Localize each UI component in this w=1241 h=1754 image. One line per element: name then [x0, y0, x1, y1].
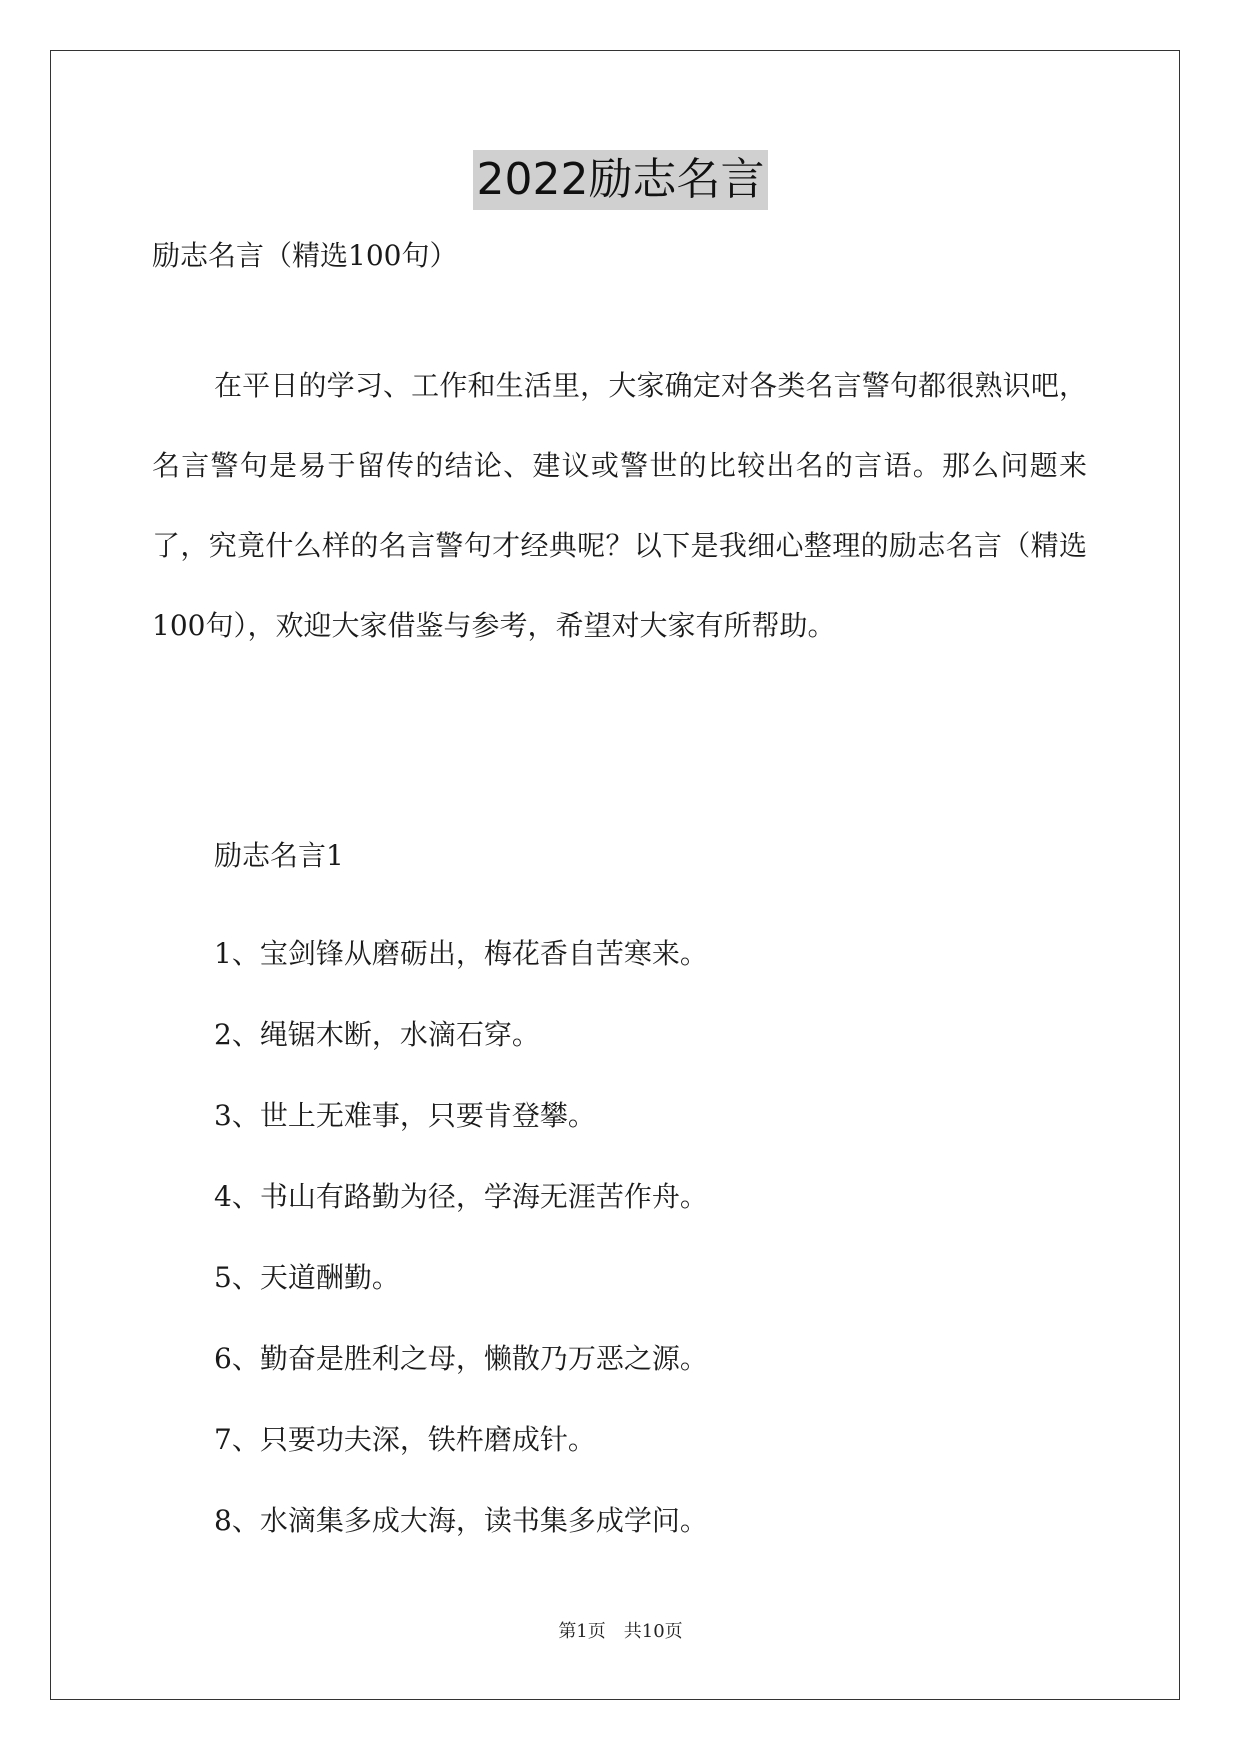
document-subtitle: 励志名言（精选100句） [152, 239, 458, 272]
intro-paragraph: 在平日的学习、工作和生活里，大家确定对各类名言警句都很熟识吧，名言警句是易于留传的结论、建议或警世的比较出名的言语。那么问题来了，究竟什么样的名言警句才经典呢？以下是我细心整理的励志名言（精选100句），欢迎大家借鉴与参考，希望对大家有所帮助。 [152, 369, 1087, 642]
page-number-current: 第1页 [558, 1621, 606, 1642]
page-number-total: 共10页 [623, 1621, 683, 1642]
quote-item-4: 4、书山有路勤为径，学海无涯苦作舟。 [214, 1180, 708, 1213]
section-heading: 励志名言1 [214, 839, 344, 872]
document-title: 2022励志名言 [473, 150, 769, 210]
quote-item-6: 6、勤奋是胜利之母，懒散乃万恶之源。 [214, 1342, 708, 1375]
quote-item-8: 8、水滴集多成大海，读书集多成学问。 [214, 1504, 708, 1537]
quote-item-2: 2、绳锯木断，水滴石穿。 [214, 1018, 540, 1051]
quote-list [214, 913, 708, 1561]
quote-item-5: 5、天道酬勤。 [214, 1261, 400, 1294]
quote-item-1: 1、宝剑锋从磨砺出，梅花香自苦寒来。 [214, 937, 708, 970]
quote-item-7: 7、只要功夫深，铁杵磨成针。 [214, 1423, 596, 1456]
document-title-wrapper [0, 150, 1241, 210]
page-footer [0, 1620, 1241, 1644]
quote-item-3: 3、世上无难事，只要肯登攀。 [214, 1099, 596, 1132]
